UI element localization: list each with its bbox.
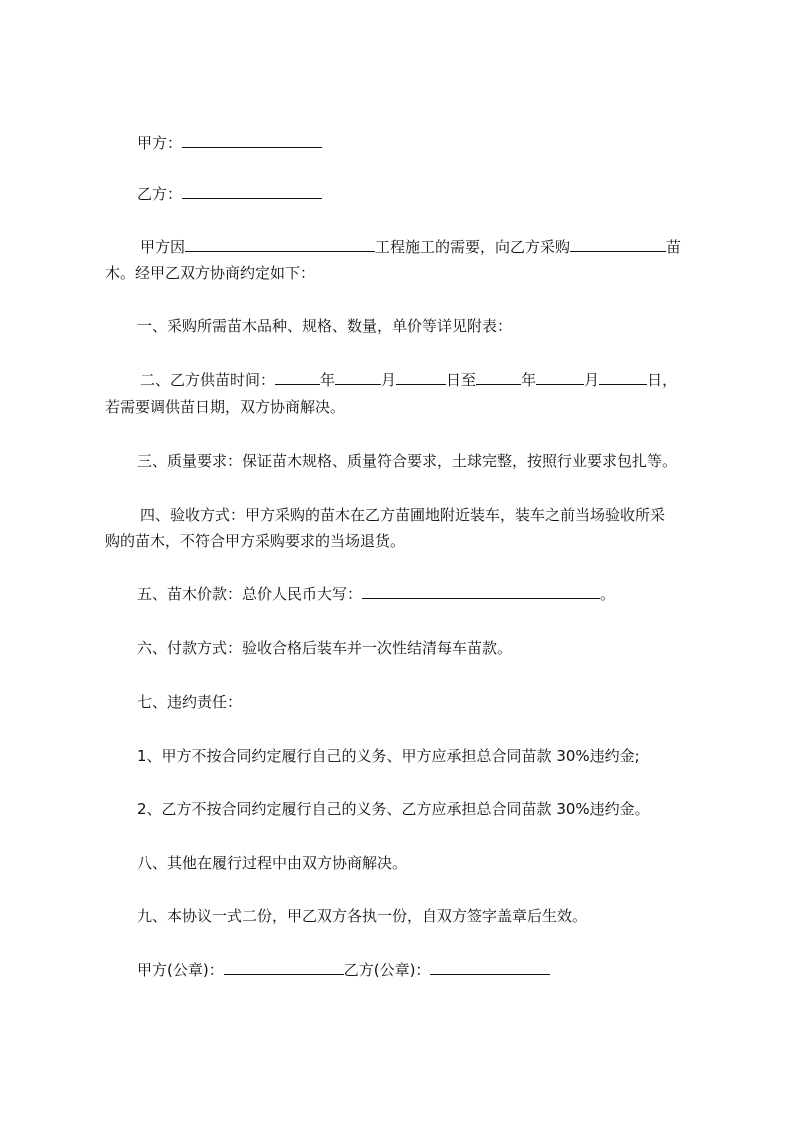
party-a-label: 甲方： <box>137 134 183 152</box>
clause-4-line-1-text: 四、验收方式：甲方采购的苗木在乙方苗圃地附近装车，装车之前当场验收所采 <box>140 506 666 524</box>
clause-1-text: 一、采购所需苗木品种、规格、数量，单价等详见附表： <box>137 317 513 335</box>
clause-8-text: 八、其他在履行过程中由双方协商解决。 <box>137 854 408 872</box>
clause-1 <box>137 316 512 336</box>
clause-2-line-2-text: 若需要调供苗日期，双方协商解决。 <box>105 398 346 416</box>
liability-2-text: 2、乙方不按合同约定履行自己的义务、乙方应承担总合同苗款 30%违约金。 <box>137 800 650 818</box>
intro-middle: 工程施工的需要，向乙方采购 <box>375 238 571 256</box>
start-month-label: 月 <box>381 371 397 389</box>
clause-3 <box>137 451 677 471</box>
party-b-seal-label: 乙方(公章)： <box>343 961 431 979</box>
party-a-line <box>137 133 322 153</box>
clause-3-text: 三、质量要求：保证苗木规格、质量符合要求，土球完整，按照行业要求包扎等。 <box>137 452 678 470</box>
start-day-blank <box>396 370 446 385</box>
clause-4-line-2 <box>105 531 405 551</box>
party-a-seal-label: 甲方(公章)： <box>137 961 224 979</box>
clause-2-line-2 <box>105 397 345 417</box>
intro-line-1 <box>140 237 681 257</box>
signature-line <box>137 960 550 980</box>
clause-6 <box>137 638 512 658</box>
intro-line-2 <box>105 263 315 283</box>
party-b-label: 乙方： <box>137 185 183 203</box>
clause-6-text: 六、付款方式：验收合格后装车并一次性结清每车苗款。 <box>137 639 513 657</box>
project-name-blank <box>185 237 375 252</box>
party-b-seal-blank <box>430 960 550 975</box>
clause-4-line-2-text: 购的苗木，不符合甲方采购要求的当场退货。 <box>105 532 406 550</box>
start-year-label: 年 <box>320 371 336 389</box>
end-year-blank <box>476 370 521 385</box>
end-month-label: 月 <box>584 371 600 389</box>
party-a-blank <box>182 133 322 148</box>
intro-line-2-text: 木。经甲乙双方协商约定如下： <box>105 264 316 282</box>
clause-5-suffix: 。 <box>600 585 616 603</box>
party-b-blank <box>182 184 322 199</box>
start-month-blank <box>335 370 381 385</box>
start-year-blank <box>275 370 320 385</box>
liability-1-text: 1、甲方不按合同约定履行自己的义务、甲方应承担总合同苗款 30%违约金; <box>137 747 640 765</box>
clause-5 <box>137 584 615 604</box>
party-a-seal-blank <box>224 960 344 975</box>
clause-4-line-1 <box>140 505 665 525</box>
end-day-blank <box>599 370 647 385</box>
clause-9 <box>137 906 587 926</box>
party-b-line <box>137 184 322 204</box>
start-day-label: 日至 <box>446 371 477 389</box>
clause-8 <box>137 853 407 873</box>
end-day-label: 日， <box>647 371 678 389</box>
end-month-blank <box>536 370 584 385</box>
purchase-item-blank <box>570 237 666 252</box>
clause-7 <box>137 692 242 712</box>
liability-2 <box>137 799 650 819</box>
clause-5-prefix: 五、苗木价款：总价人民币大写： <box>137 585 363 603</box>
clause-9-text: 九、本协议一式二份，甲乙双方各执一份，自双方签字盖章后生效。 <box>137 907 588 925</box>
clause-2-prefix: 二、乙方供苗时间： <box>140 371 276 389</box>
clause-7-title: 七、违约责任： <box>137 693 243 711</box>
end-year-label: 年 <box>521 371 537 389</box>
total-price-blank <box>362 584 600 599</box>
intro-prefix: 甲方因 <box>140 238 186 256</box>
clause-2-line-1 <box>140 370 677 390</box>
liability-1 <box>137 746 640 766</box>
intro-suffix: 苗 <box>666 238 682 256</box>
